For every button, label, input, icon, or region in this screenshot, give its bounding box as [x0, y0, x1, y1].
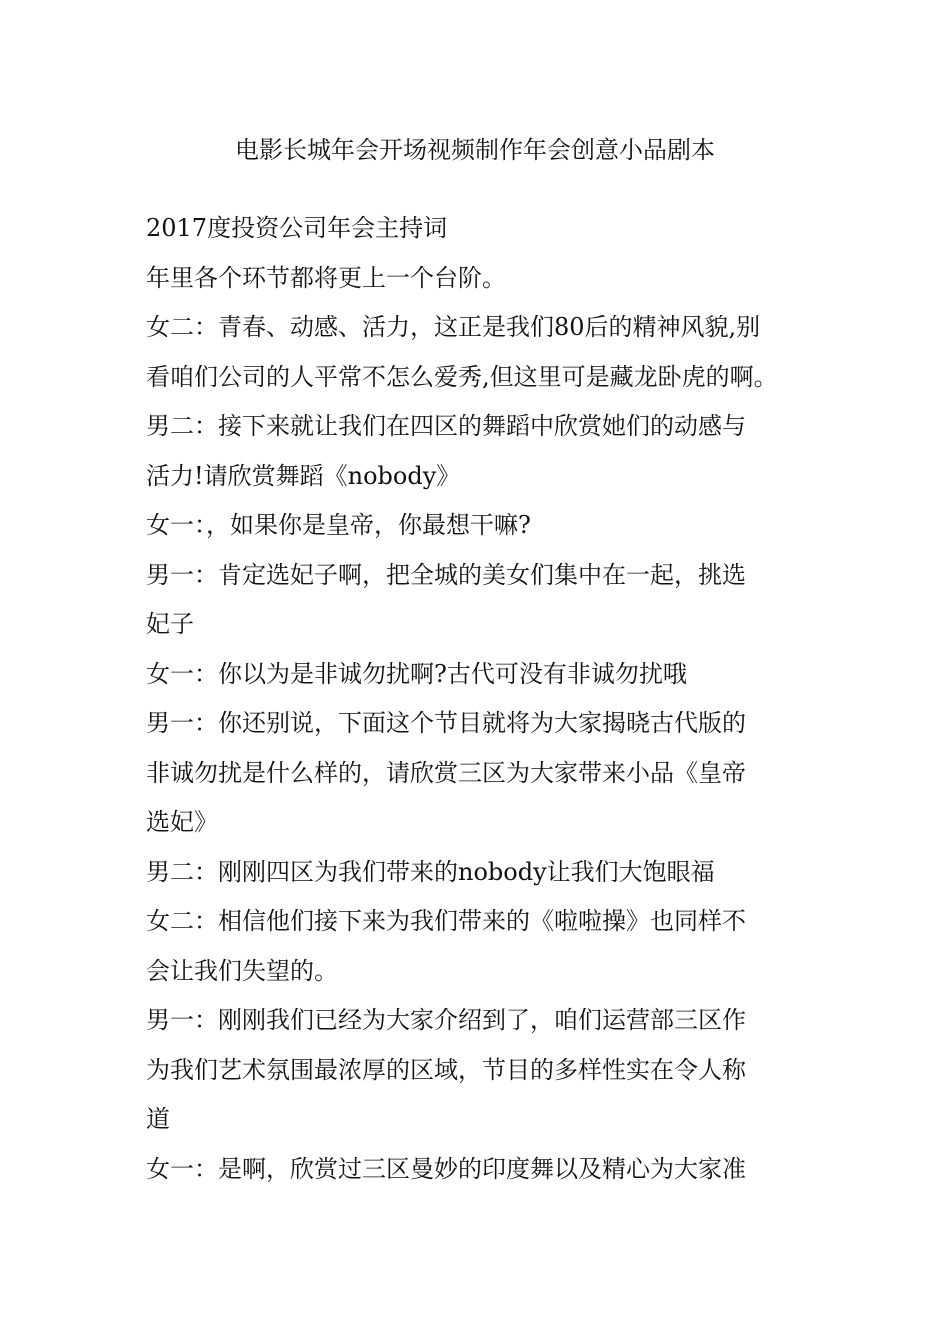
text-line: 男二：刚刚四区为我们带来的nobody让我们大饱眼福 — [146, 857, 715, 886]
text-line: 女一：，如果你是皇帝，你最想干嘛? — [146, 511, 531, 539]
text-line: 选妃》 — [146, 808, 218, 836]
text-line: 男一：肯定选妃子啊，把全城的美女们集中在一起，挑选 — [146, 560, 746, 589]
text-line: 男一：刚刚我们已经为大家介绍到了，咱们运营部三区作 — [146, 1006, 746, 1034]
text-line: 女一：你以为是非诚勿扰啊?古代可没有非诚勿扰哦 — [146, 659, 687, 688]
document-body — [146, 204, 826, 1194]
text-line: 女二：相信他们接下来为我们带来的《啦啦操》也同样不 — [146, 907, 746, 935]
text-line: 女一：是啊，欣赏过三区曼妙的印度舞以及精心为大家准 — [146, 1154, 746, 1183]
text-line: 男一：你还别说，下面这个节目就将为大家揭晓古代版的 — [146, 709, 746, 737]
text-line: 年里各个环节都将更上一个台阶。 — [146, 263, 506, 292]
text-line: 道 — [146, 1105, 170, 1133]
text-line: 非诚勿扰是什么样的，请欣赏三区为大家带来小品《皇帝 — [146, 758, 746, 787]
text-line: 妃子 — [146, 610, 194, 638]
text-line: 会让我们失望的。 — [146, 956, 338, 985]
document-title: 电影长城年会开场视频制作年会创意小品剧本 — [235, 136, 715, 164]
text-line: 为我们艺术氛围最浓厚的区域，节目的多样性实在令人称 — [146, 1055, 746, 1084]
text-line: 看咱们公司的人平常不怎么爱秀,但这里可是藏龙卧虎的啊。 — [146, 362, 778, 391]
text-line: 活力!请欣赏舞蹈《nobody》 — [146, 461, 461, 490]
text-line: 2017度投资公司年会主持词 — [146, 214, 448, 242]
text-line: 女二：青春、动感、活力，这正是我们80后的精神风貌,别 — [146, 313, 761, 341]
text-line: 男二：接下来就让我们在四区的舞蹈中欣赏她们的动感与 — [146, 412, 746, 440]
